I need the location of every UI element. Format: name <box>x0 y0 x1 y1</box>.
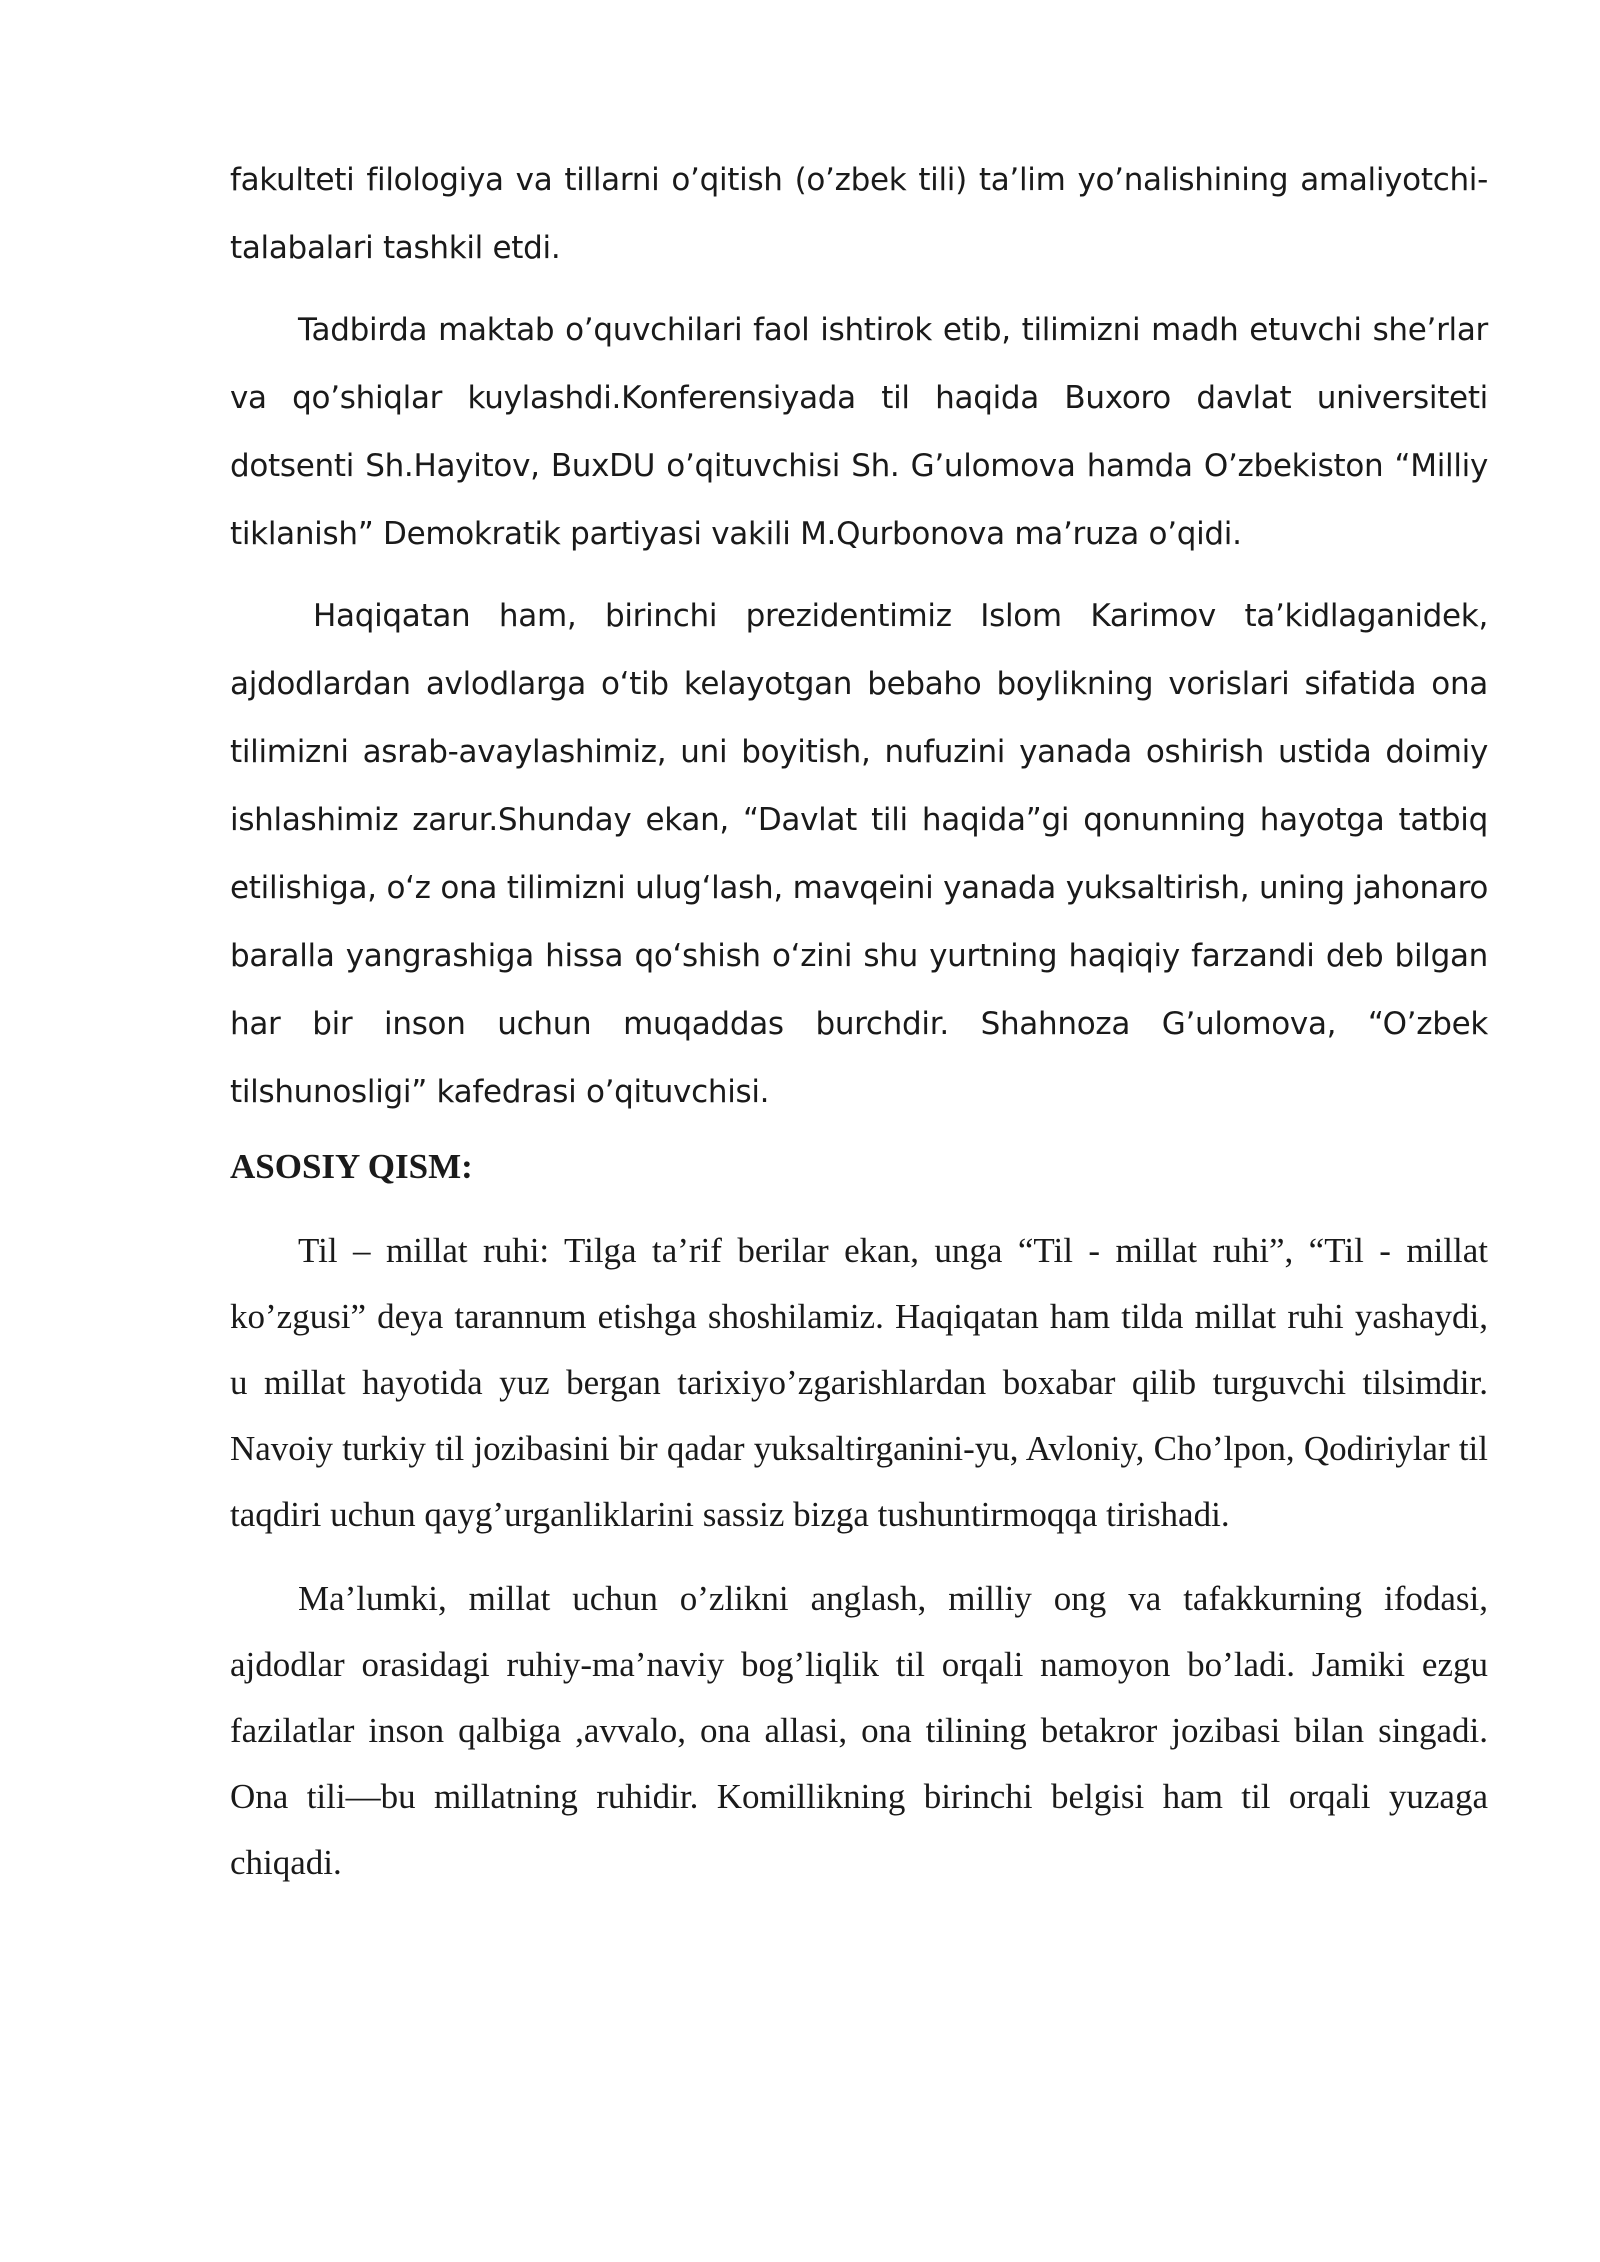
paragraph-intro-continuation: fakulteti filologiya va tillarni o’qitish (o’zbek tili) ta’lim yo’nalishining amaliyotchi-talabalari tashkil etdi. <box>230 162 1488 266</box>
paragraph-karimov-quote: Haqiqatan ham, birinchi prezidentimiz Islom Karimov ta’kidlaganidek, ajdodlardan avlodlarga o‘tib kelayotgan bebaho boylikning vorislari sifatida ona tilimizni asrab-avaylashimiz, uni boyitish, nufuzini yanada oshirish ustida doimiy ishlashimiz zarur.Shunday ekan, “Davlat tili haqida”gi qonunning hayotga tatbiq etilishiga, o‘z ona tilimizni ulug‘lash, mavqeini yanada yuksaltirish, uning jahonaro baralla yangrashiga hissa qo‘shish o‘zini shu yurtning haqiqiy farzandi deb bilgan har bir inson uchun muqaddas burchdir. Shahnoza G’ulomova, “O’zbek tilshunosligi” kafedrasi o’qituvchisi. <box>230 598 1488 1110</box>
paragraph-event-description: Tadbirda maktab o’quvchilari faol ishtirok etib, tilimizni madh etuvchi she’rlar va qo’shiqlar kuylashdi.Konferensiyada til haqida Buxoro davlat universiteti dotsenti Sh.Hayitov, BuxDU o’qituvchisi Sh. G’ulomova hamda O’zbekiston “Milliy tiklanish” Demokratik partiyasi vakili M.Qurbonova ma’ruza o’qidi. <box>230 312 1488 552</box>
section-heading: ASOSIY QISM: <box>230 1147 473 1186</box>
page-content <box>230 146 1488 1896</box>
paragraph-language-spirit: Til – millat ruhi: Tilga ta’rif berilar ekan, unga “Til - millat ruhi”, “Til - millat ko’zgusi” deya tarannum etishga shoshilamiz. Haqiqatan ham tilda millat ruhi yashaydi, u millat hayotida yuz bergan tarixiyo’zgarishlardan boxabar qilib turguvchi tilsimdir. Navoiy turkiy til jozibasini bir qadar yuksaltirganini-yu, Avloniy, Cho’lpon, Qodiriylar til taqdiri uchun qayg’urganliklarini sassiz bizga tushuntirmoqqa tirishadi. <box>230 1231 1488 1534</box>
paragraph-self-awareness: Ma’lumki, millat uchun o’zlikni anglash, milliy ong va tafakkurning ifodasi, ajdodlar orasidagi ruhiy-ma’naviy bog’liqlik til orqali namoyon bo’ladi. Jamiki ezgu fazilatlar inson qalbiga ,avvalo, ona allasi, ona tilining betakror jozibasi bilan singadi. Ona tili—bu millatning ruhidir. Komillikning birinchi belgisi ham til orqali yuzaga chiqadi. <box>230 1579 1488 1882</box>
